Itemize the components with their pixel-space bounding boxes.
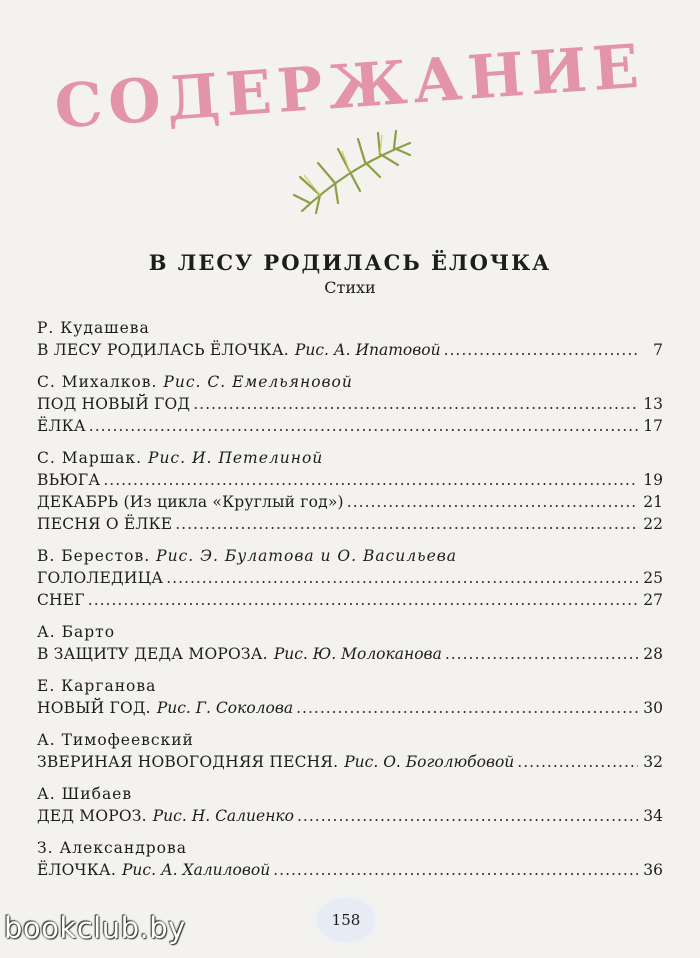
toc-entry[interactable]	[37, 805, 663, 827]
dot-leader	[297, 805, 638, 827]
toc-entry[interactable]	[37, 589, 663, 611]
dot-leader	[175, 513, 638, 535]
toc-entry[interactable]	[37, 415, 663, 437]
toc-author-name: В. Берестов.	[37, 547, 151, 565]
toc-entry-title: ГОЛОЛЕДИЦА	[37, 569, 164, 587]
toc-entry-title: ДЕКАБРЬ (Из цикла «Круглый год»)	[37, 493, 344, 511]
toc-author	[37, 546, 663, 567]
toc-entry[interactable]	[37, 751, 663, 773]
toc-entry-title: ДЕД МОРОЗ.	[37, 807, 147, 825]
toc-entry-page: 30	[643, 699, 663, 717]
toc-entry-page: 36	[643, 861, 663, 879]
toc-entry-title: В ЗАЩИТУ ДЕДА МОРОЗА.	[37, 645, 268, 663]
dot-leader	[166, 567, 638, 589]
toc-entry-title: СНЕГ	[37, 591, 85, 609]
toc-author	[37, 622, 663, 643]
toc-entry[interactable]	[37, 859, 663, 881]
toc-entry-page: 22	[643, 515, 663, 533]
toc-author-name: Е. Карганова	[37, 677, 157, 695]
toc-group	[37, 784, 663, 827]
dot-leader	[517, 751, 638, 773]
toc-entry[interactable]	[37, 567, 663, 589]
dot-leader	[445, 643, 638, 665]
dot-leader	[89, 415, 638, 437]
toc-entry-page: 28	[643, 645, 663, 663]
toc-author-credit: Рис. Э. Булатова и О. Васильева	[156, 547, 458, 565]
page-title: СОДЕРЖАНИЕ	[52, 31, 647, 143]
toc-entry[interactable]	[37, 339, 663, 361]
dot-leader	[273, 859, 638, 881]
toc-entry-title: НОВЫЙ ГОД.	[37, 699, 151, 717]
toc-author-name: З. Александрова	[37, 839, 187, 857]
toc-group	[37, 546, 663, 611]
toc-entry-title: В ЛЕСУ РОДИЛАСЬ ЁЛОЧКА.	[37, 341, 289, 359]
toc-author-name: А. Шибаев	[37, 785, 133, 803]
toc-entry[interactable]	[37, 491, 663, 513]
toc-entry-page: 34	[643, 807, 663, 825]
toc-entry-page: 27	[643, 591, 663, 609]
toc-group	[37, 448, 663, 535]
toc-author	[37, 838, 663, 859]
toc-entry-page: 32	[643, 753, 663, 771]
toc-author-name: С. Маршак.	[37, 449, 143, 467]
page-number: 158	[317, 898, 375, 942]
toc-group	[37, 676, 663, 719]
toc-author	[37, 448, 663, 469]
toc-author-name: Р. Кудашева	[37, 319, 150, 337]
toc-entry-page: 19	[643, 471, 663, 489]
dot-leader	[103, 469, 638, 491]
toc-entry-title: ЁЛОЧКА.	[37, 861, 116, 879]
dot-leader	[444, 339, 638, 361]
toc-entry-page: 7	[653, 341, 663, 359]
toc-entry-page: 17	[643, 417, 663, 435]
toc-entry-page: 13	[643, 395, 663, 413]
dot-leader	[347, 491, 638, 513]
toc-entry-title: ПОД НОВЫЙ ГОД	[37, 395, 191, 413]
toc-entry[interactable]	[37, 643, 663, 665]
toc-author	[37, 730, 663, 751]
toc-entry-credit: Рис. А. Ипатовой	[294, 341, 441, 359]
toc-entry-page: 21	[643, 493, 663, 511]
toc-entry-credit: Рис. Г. Соколова	[156, 699, 294, 717]
toc-entry-title: ЗВЕРИНАЯ НОВОГОДНЯЯ ПЕСНЯ.	[37, 753, 339, 771]
toc-entry-title: ВЬЮГА	[37, 471, 101, 489]
toc-entry-credit: Рис. Н. Салиенко	[152, 807, 294, 825]
dot-leader	[88, 589, 638, 611]
toc-group	[37, 372, 663, 437]
toc-author-name: А. Барто	[37, 623, 116, 641]
toc-entry-title: ПЕСНЯ О ЁЛКЕ	[37, 515, 173, 533]
toc-group	[37, 318, 663, 361]
section-subtitle: Стихи	[324, 278, 376, 297]
watermark: bookclub.by	[4, 911, 186, 945]
toc-author	[37, 318, 663, 339]
fir-sprig-icon	[290, 125, 415, 217]
toc-author	[37, 784, 663, 805]
toc-author-name: С. Михалков.	[37, 373, 158, 391]
toc-group	[37, 838, 663, 881]
toc-entry[interactable]	[37, 393, 663, 415]
section-title: В ЛЕСУ РОДИЛАСЬ ЁЛОЧКА	[148, 250, 552, 275]
table-of-contents	[37, 318, 663, 892]
toc-entry-title: ЁЛКА	[37, 417, 86, 435]
toc-entry-credit: Рис. А. Халиловой	[122, 861, 271, 879]
toc-entry-credit: Рис. О. Боголюбовой	[344, 753, 515, 771]
toc-entry-credit: Рис. Ю. Молоканова	[273, 645, 442, 663]
toc-author-credit: Рис. С. Емельяновой	[163, 373, 353, 391]
toc-entry[interactable]	[37, 513, 663, 535]
dot-leader	[193, 393, 638, 415]
toc-entry[interactable]	[37, 697, 663, 719]
toc-author	[37, 372, 663, 393]
toc-entry[interactable]	[37, 469, 663, 491]
toc-entry-page: 25	[643, 569, 663, 587]
toc-author-name: А. Тимофеевский	[37, 731, 194, 749]
toc-group	[37, 730, 663, 773]
toc-group	[37, 622, 663, 665]
toc-author	[37, 676, 663, 697]
dot-leader	[296, 697, 638, 719]
toc-author-credit: Рис. И. Петелиной	[148, 449, 324, 467]
